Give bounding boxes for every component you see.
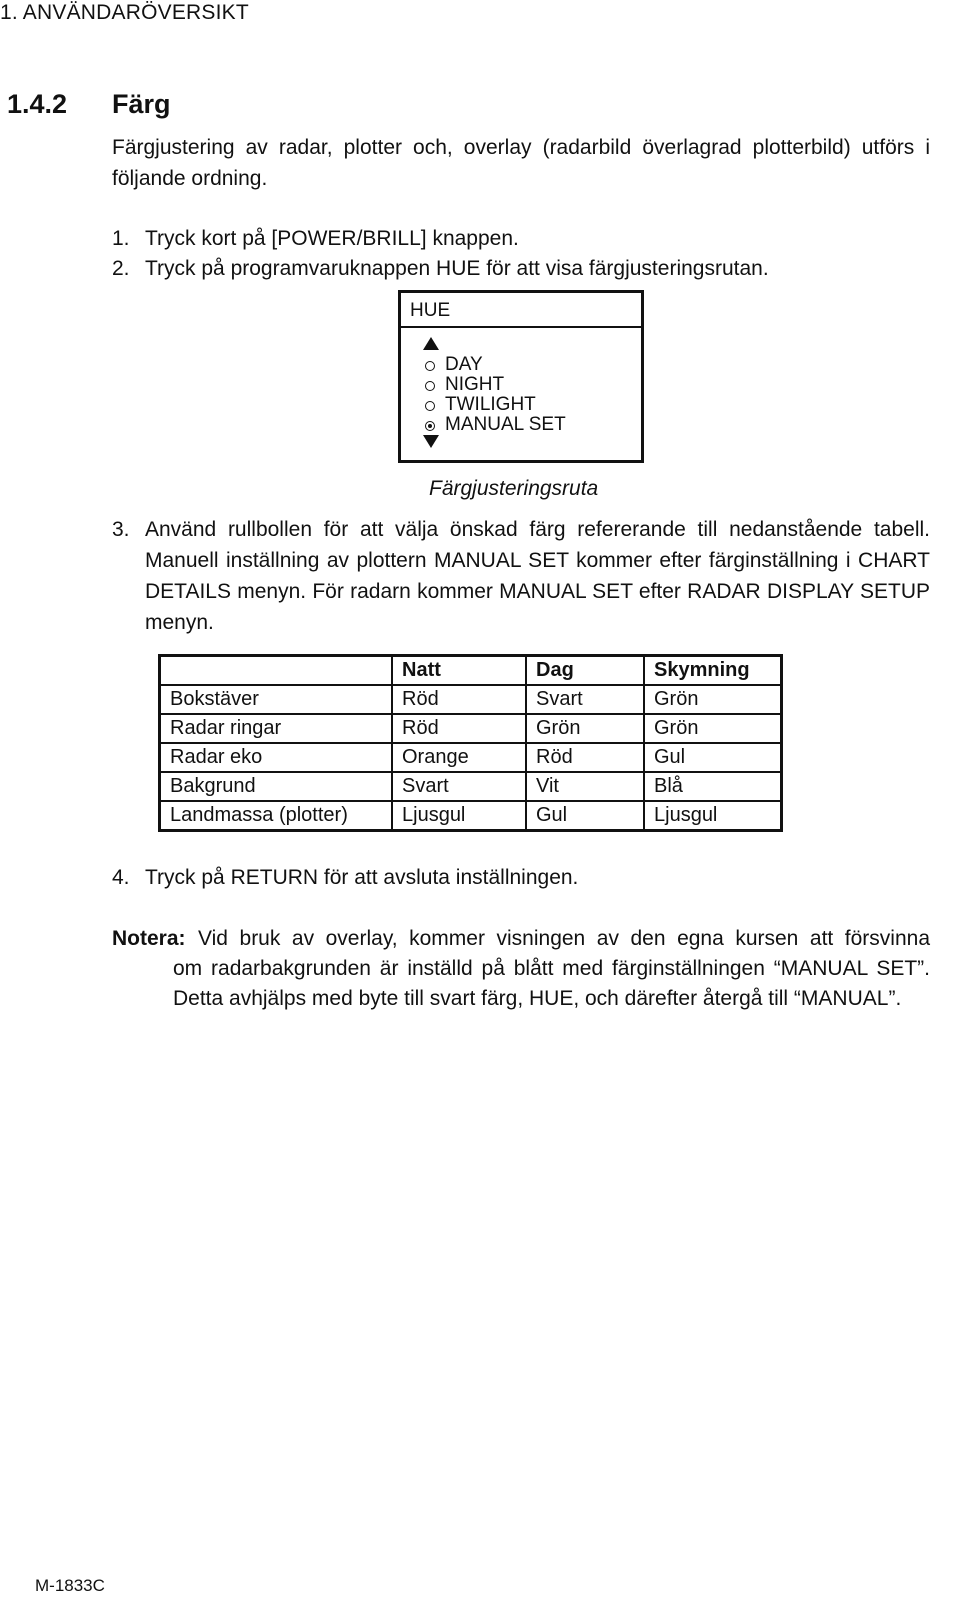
step-4-text: Tryck på RETURN för att avsluta inställningen. (145, 866, 579, 889)
radio-selected-icon (425, 421, 435, 431)
table-row (160, 772, 782, 801)
note-text: om radarbakgrunden är inställd på blått med färginställningen “MANUAL SET”. Detta avhjälps med byte till svart färg, HUE, och därefter återgå till “MANUAL”. (173, 957, 930, 1010)
table-row (160, 714, 782, 743)
hue-option-label: DAY (445, 354, 483, 375)
step-1-text: Tryck kort på [POWER/BRILL] knappen. (145, 227, 519, 250)
table-cell: Blå (644, 772, 782, 801)
table-cell: Grön (644, 714, 782, 743)
hue-box-title: HUE (410, 300, 451, 321)
table-cell: Röd (526, 743, 644, 772)
table-header-cell (160, 656, 393, 686)
table-row (160, 685, 782, 714)
step-3-text: Använd rullbollen för att välja önskad färg refererande till nedanstående tabell. Manuell inställning av plottern MANUAL SET kommer efter färginställning i CHART DETAILS menyn. För radarn kommer MANUAL SET efter RADAR DISPLAY SETUP menyn. (145, 518, 930, 634)
table-cell: Grön (526, 714, 644, 743)
triangle-down-icon[interactable] (423, 435, 439, 448)
hue-box-caption: Färgjusteringsruta (429, 477, 599, 500)
table-cell: Svart (526, 685, 644, 714)
table-cell: Gul (526, 801, 644, 831)
table-row (160, 743, 782, 772)
table-header-cell: Dag (526, 656, 644, 686)
hue-option-label: TWILIGHT (445, 394, 536, 415)
table-cell: Röd (392, 714, 526, 743)
note-label: Notera: (112, 927, 186, 950)
table-cell: Landmassa (plotter) (160, 801, 393, 831)
table-cell: Ljusgul (644, 801, 782, 831)
table-header-row (160, 656, 782, 686)
triangle-up-icon[interactable] (423, 337, 439, 350)
radio-unselected-icon (425, 381, 435, 391)
step-2-text: Tryck på programvaruknappen HUE för att visa färgjusteringsrutan. (145, 257, 769, 280)
table-cell: Grön (644, 685, 782, 714)
color-table (158, 654, 783, 832)
step-3-number: 3. (112, 518, 130, 541)
running-header: 1. ANVÄNDARÖVERSIKT (0, 1, 249, 24)
table-header-cell: Skymning (644, 656, 782, 686)
table-cell: Bakgrund (160, 772, 393, 801)
table-cell: Röd (392, 685, 526, 714)
table-cell: Svart (392, 772, 526, 801)
table-row (160, 801, 782, 831)
hue-box-header (401, 293, 641, 328)
section-number: 1.4.2 (7, 89, 68, 119)
table-cell: Ljusgul (392, 801, 526, 831)
table-cell: Radar ringar (160, 714, 393, 743)
table-cell: Gul (644, 743, 782, 772)
table-cell: Radar eko (160, 743, 393, 772)
radio-unselected-icon (425, 401, 435, 411)
step-1-number: 1. (112, 227, 130, 250)
intro-paragraph: Färgjustering av radar, plotter och, overlay (radarbild överlagrad plotterbild) utförs i följande ordning. (112, 136, 930, 190)
document-code: M-1833C (35, 1576, 105, 1595)
hue-adjustment-box (398, 290, 644, 463)
note-first-line: Vid bruk av overlay, kommer visningen av den egna kursen att försvinna (198, 927, 930, 950)
table-cell: Bokstäver (160, 685, 393, 714)
table-cell: Orange (392, 743, 526, 772)
section-title: Färg (112, 89, 171, 119)
table-cell: Vit (526, 772, 644, 801)
step-4-number: 4. (112, 866, 130, 889)
radio-unselected-icon (425, 361, 435, 371)
table-header-cell: Natt (392, 656, 526, 686)
hue-option-label: NIGHT (445, 374, 505, 395)
hue-option-label: MANUAL SET (445, 414, 566, 435)
step-2-number: 2. (112, 257, 130, 280)
